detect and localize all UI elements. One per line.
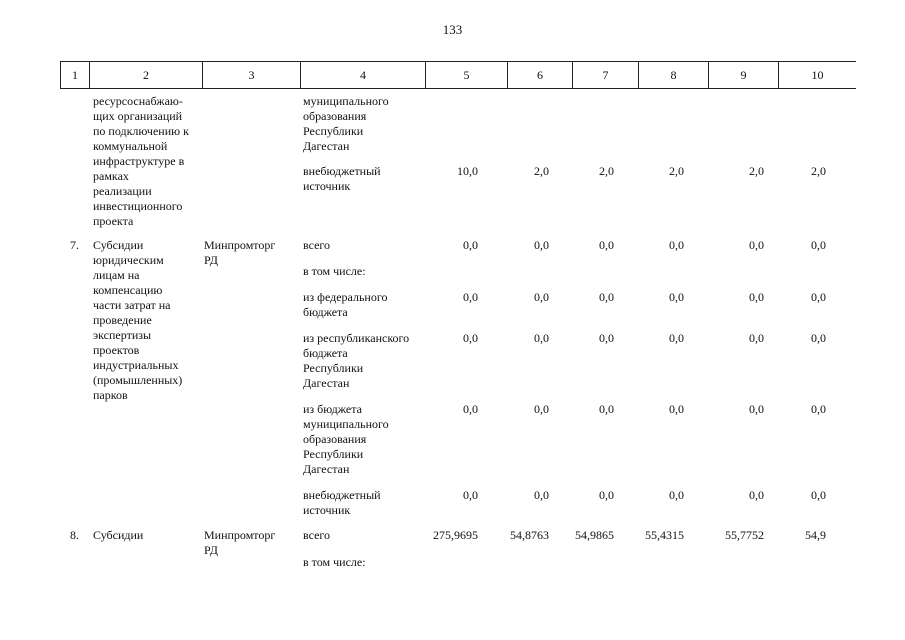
text-line: коммунальной: [93, 139, 168, 153]
text-line: экспертизы: [93, 328, 152, 342]
continuation-name: [93, 94, 189, 229]
value-cell-col-8: 55,4315: [645, 528, 684, 542]
value-cell-col-9: 2,0: [749, 164, 764, 178]
text-line: внебюджетный: [303, 164, 381, 178]
text-line: бюджета: [303, 346, 348, 360]
row-7-municipal-label: [303, 402, 389, 477]
value-cell-col-7: 2,0: [599, 164, 614, 178]
value-cell-col-8: 2,0: [669, 164, 684, 178]
text-line: части затрат на: [93, 298, 171, 312]
row-7-total-label: всего: [303, 238, 331, 252]
value-cell-col-10: 54,9: [805, 528, 826, 542]
value-cell-col-5: 0,0: [463, 331, 478, 345]
row-7-name: [93, 238, 182, 403]
text-line: из федерального: [303, 290, 388, 304]
text-line: источник: [303, 503, 351, 517]
row-8-total-label: всего: [303, 528, 331, 542]
text-line: Дагестан: [303, 376, 350, 390]
text-line: реализации: [93, 184, 152, 198]
value-cell-col-6: 0,0: [534, 488, 549, 502]
header-col-8: 8: [639, 62, 709, 88]
row-7-federal-label: [303, 290, 387, 320]
value-cell-col-10: 0,0: [811, 488, 826, 502]
value-cell-col-9: 55,7752: [725, 528, 764, 542]
value-cell-col-9: 0,0: [749, 238, 764, 252]
text-line: внебюджетный: [303, 488, 381, 502]
row-7-executor: [204, 238, 275, 268]
value-cell-col-5: 10,0: [457, 164, 478, 178]
text-line: образования: [303, 432, 367, 446]
text-line: бюджета: [303, 305, 348, 319]
value-cell-col-7: 54,9865: [575, 528, 614, 542]
row-8-executor: [204, 528, 275, 558]
header-col-10: 10: [811, 68, 824, 82]
text-line: Субсидии: [93, 238, 144, 252]
text-line: РД: [204, 543, 218, 557]
header-col-1: 1: [60, 62, 90, 88]
value-cell-col-7: 0,0: [599, 238, 614, 252]
header-col-6: 6: [508, 62, 573, 88]
text-line: РД: [204, 253, 218, 267]
value-cell-col-10: 2,0: [811, 164, 826, 178]
value-cell-col-10: 0,0: [811, 238, 826, 252]
value-cell-col-9: 0,0: [749, 331, 764, 345]
value-cell-col-7: 0,0: [599, 331, 614, 345]
text-line: Минпромторг: [204, 528, 276, 542]
text-line: проектов: [93, 343, 140, 357]
value-cell-col-5: 0,0: [463, 402, 478, 416]
text-line: парков: [93, 388, 128, 402]
row-8-including-label: в том числе:: [303, 555, 366, 569]
text-line: индустриальных: [93, 358, 179, 372]
text-line: ресурсоснабжаю-: [93, 94, 183, 108]
row-8-name: [93, 528, 143, 543]
continuation-source-prev: [303, 94, 389, 154]
text-line: источник: [303, 179, 351, 193]
value-cell-col-7: 0,0: [599, 290, 614, 304]
text-line: инвестиционного: [93, 199, 183, 213]
text-line: (промышленных): [93, 373, 183, 387]
value-cell-col-9: 0,0: [749, 290, 764, 304]
table-header-row: [60, 61, 856, 89]
row-7-number: 7.: [70, 238, 79, 252]
value-cell-col-5: 0,0: [463, 238, 478, 252]
text-line: юридическим: [93, 253, 164, 267]
text-line: Республики: [303, 447, 364, 461]
header-col-9: 9: [709, 62, 779, 88]
value-cell-col-7: 0,0: [599, 402, 614, 416]
text-line: Республики: [303, 361, 364, 375]
text-line: Дагестан: [303, 139, 350, 153]
text-line: проведение: [93, 313, 152, 327]
value-cell-col-7: 0,0: [599, 488, 614, 502]
value-cell-col-6: 0,0: [534, 238, 549, 252]
row-8-number: 8.: [70, 528, 79, 542]
header-col-5: 5: [426, 62, 508, 88]
text-line: по подключению к: [93, 124, 189, 138]
value-cell-col-5: 275,9695: [433, 528, 478, 542]
header-col-7: 7: [573, 62, 639, 88]
text-line: Республики: [303, 124, 364, 138]
value-cell-col-10: 0,0: [811, 402, 826, 416]
header-col-4: 4: [301, 62, 426, 88]
value-cell-col-10: 0,0: [811, 331, 826, 345]
text-line: из бюджета: [303, 402, 362, 416]
text-line: муниципального: [303, 94, 389, 108]
text-line: инфраструктуре в: [93, 154, 185, 168]
value-cell-col-8: 0,0: [669, 290, 684, 304]
page-number: 133: [442, 22, 463, 37]
text-line: компенсацию: [93, 283, 163, 297]
value-cell-col-10: 0,0: [811, 290, 826, 304]
row-7-including-label: в том числе:: [303, 264, 366, 278]
text-line: Дагестан: [303, 462, 350, 476]
header-col-2: 2: [90, 62, 203, 88]
value-cell-col-8: 0,0: [669, 238, 684, 252]
text-line: проекта: [93, 214, 134, 228]
value-cell-col-5: 0,0: [463, 290, 478, 304]
text-line: рамках: [93, 169, 129, 183]
value-cell-col-9: 0,0: [749, 402, 764, 416]
value-cell-col-8: 0,0: [669, 488, 684, 502]
value-cell-col-6: 54,8763: [510, 528, 549, 542]
text-line: Субсидии: [93, 528, 144, 542]
value-cell-col-5: 0,0: [463, 488, 478, 502]
text-line: лицам на: [93, 268, 140, 282]
value-cell-col-6: 0,0: [534, 290, 549, 304]
value-cell-col-6: 0,0: [534, 402, 549, 416]
text-line: муниципального: [303, 417, 389, 431]
text-line: образования: [303, 109, 367, 123]
text-line: Минпромторг: [204, 238, 276, 252]
value-cell-col-8: 0,0: [669, 402, 684, 416]
text-line: щих организаций: [93, 109, 183, 123]
continuation-offbudget-label: [303, 164, 381, 194]
value-cell-col-6: 0,0: [534, 331, 549, 345]
row-7-offbudget-label: [303, 488, 381, 518]
value-cell-col-6: 2,0: [534, 164, 549, 178]
value-cell-col-9: 0,0: [749, 488, 764, 502]
text-line: из республиканского: [303, 331, 410, 345]
value-cell-col-8: 0,0: [669, 331, 684, 345]
header-col-3: 3: [203, 62, 301, 88]
